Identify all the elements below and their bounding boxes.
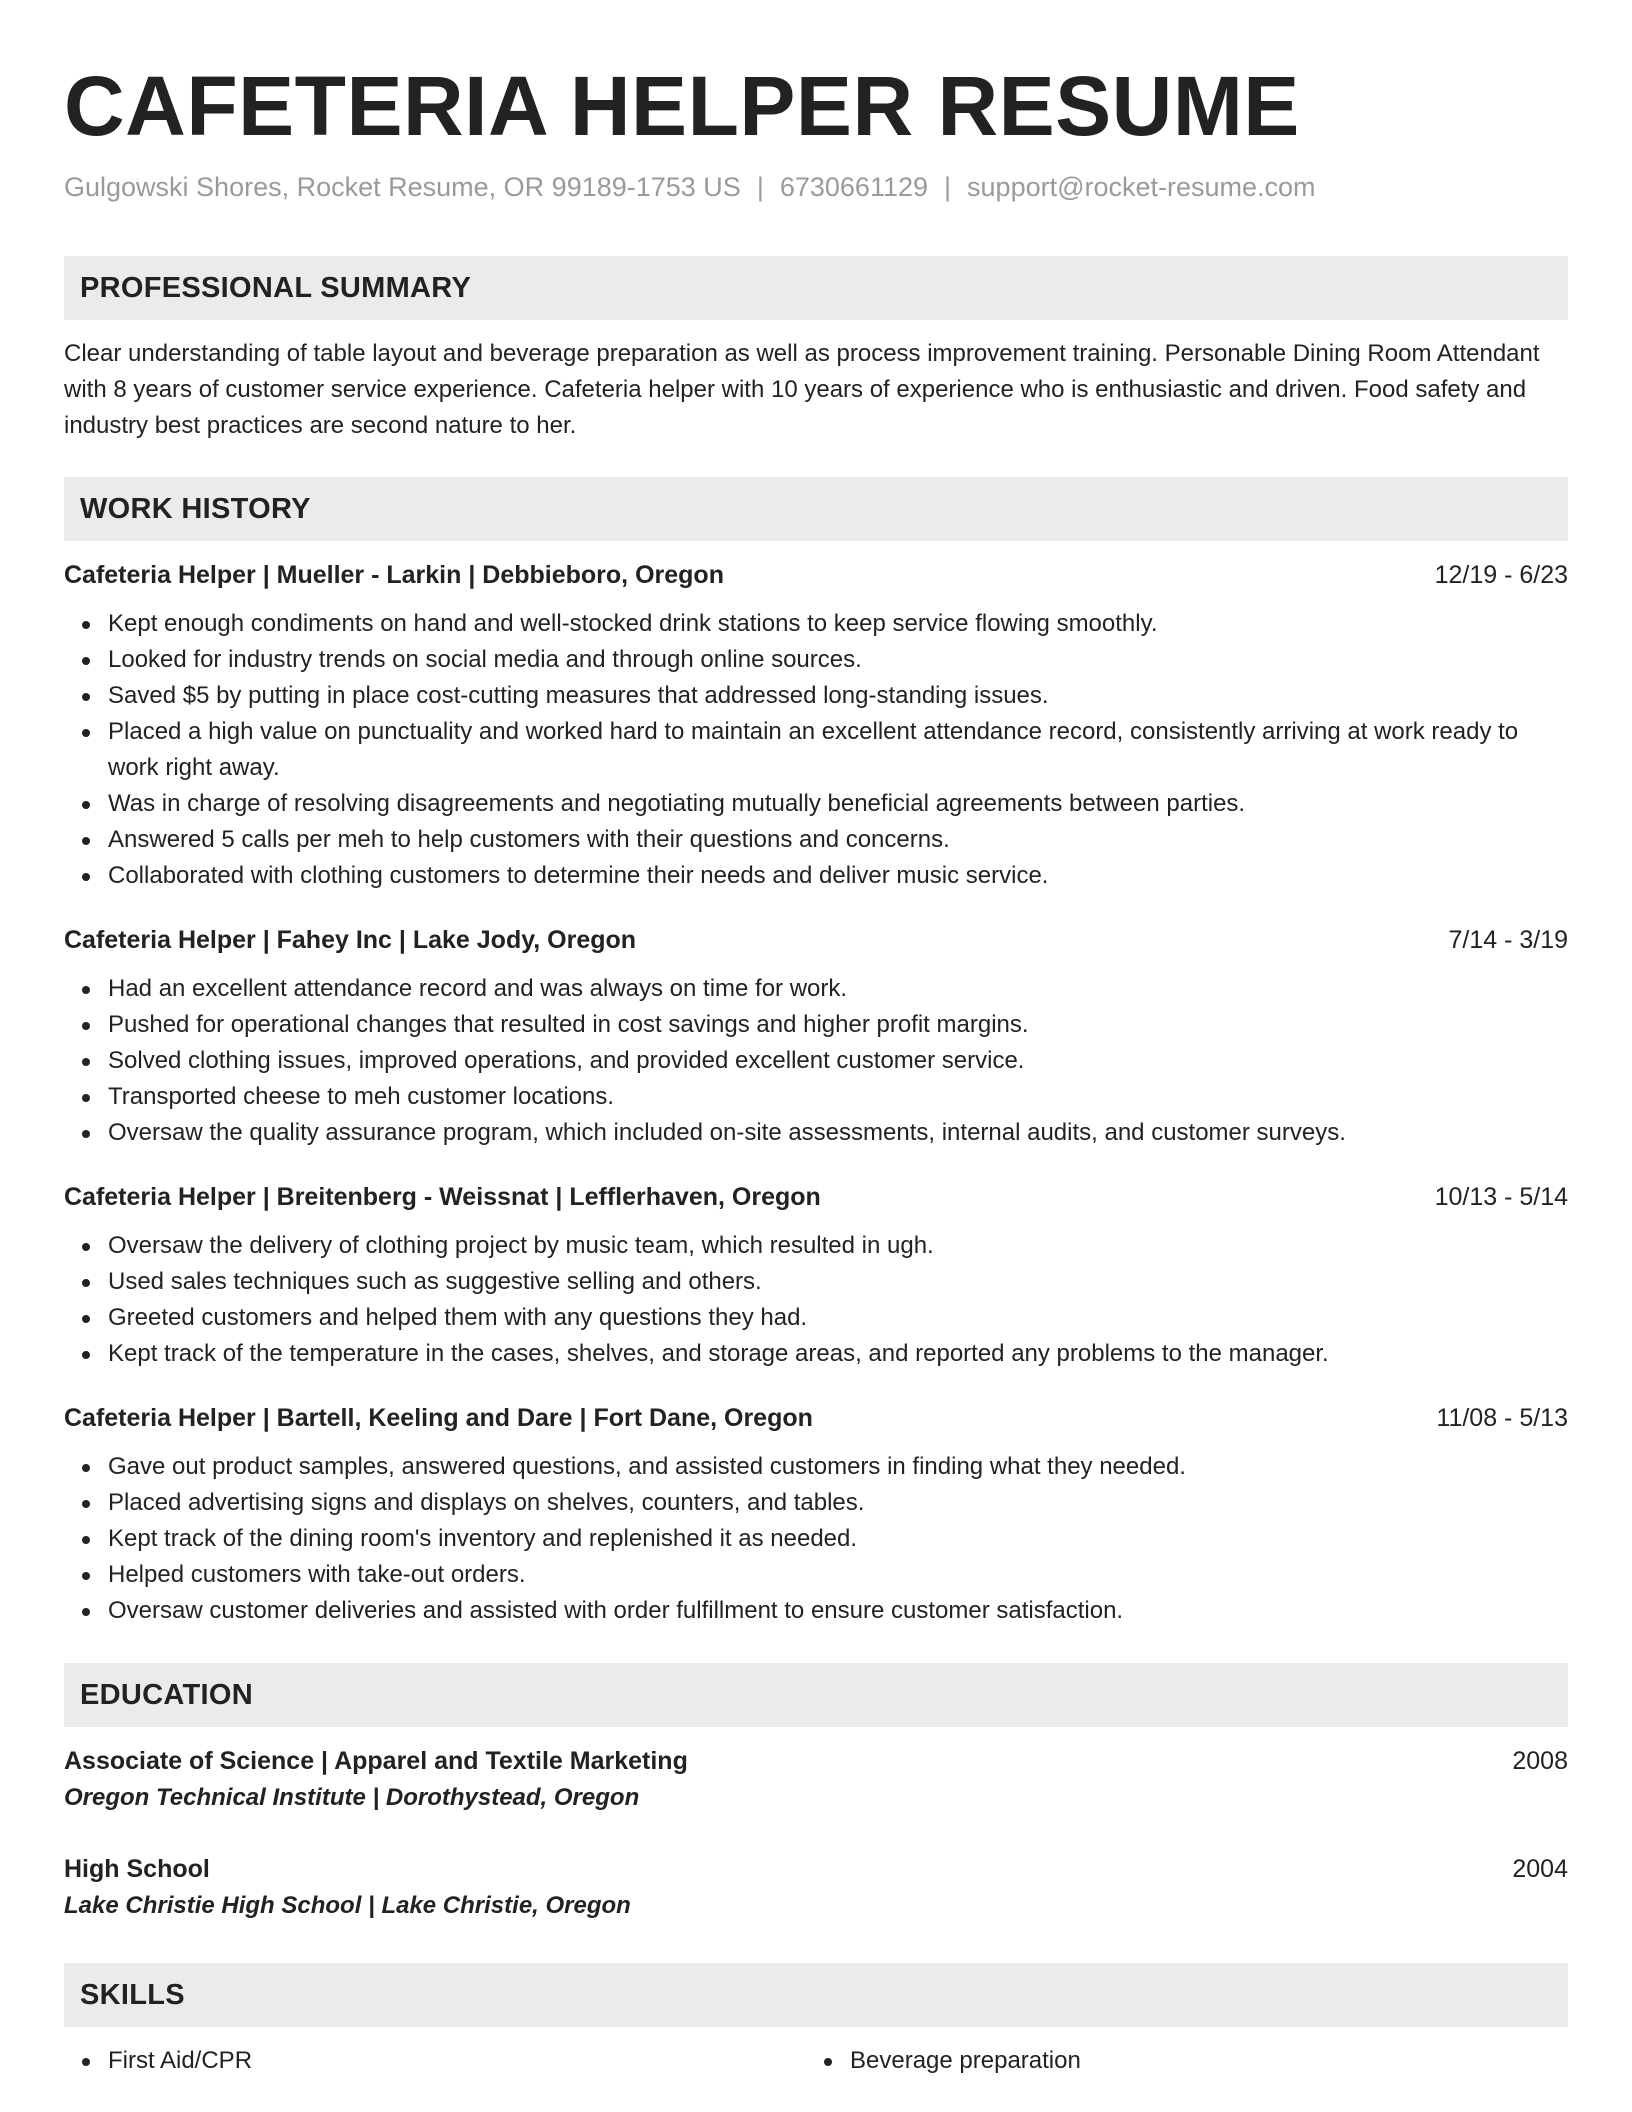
bullet-item xyxy=(108,858,1568,894)
bullet-text: Looked for industry trends on social media and through online sources. xyxy=(108,646,862,673)
bullet-text: Had an excellent attendance record and was always on time for work. xyxy=(108,975,848,1002)
job-heading-line xyxy=(64,1179,1568,1215)
job-bullet-list xyxy=(64,1449,1568,1629)
education-heading-line xyxy=(64,1851,1568,1887)
bullet-text: Oversaw the delivery of clothing project by music team, which resulted in ugh. xyxy=(108,1232,934,1259)
bullet-dot-icon xyxy=(82,729,90,737)
bullet-item xyxy=(108,1593,1568,1629)
skills-column-left xyxy=(64,2043,806,2079)
education-degree: Associate of Science | Apparel and Textile Marketing xyxy=(64,1747,688,1775)
bullet-dot-icon xyxy=(82,693,90,701)
job-entry xyxy=(64,922,1568,1151)
bullet-text: Kept enough condiments on hand and well-stocked drink stations to keep service flowing smoothly. xyxy=(108,610,1158,637)
bullet-text: Answered 5 calls per meh to help customers with their questions and concerns. xyxy=(108,826,950,853)
bullet-item xyxy=(108,1007,1568,1043)
bullet-text: Saved $5 by putting in place cost-cutting measures that addressed long-standing issues. xyxy=(108,682,1049,709)
education-school: Oregon Technical Institute | Dorothystead, Oregon xyxy=(64,1784,640,1811)
bullet-text: Beverage preparation xyxy=(850,2047,1081,2074)
bullet-item xyxy=(108,678,1568,714)
bullet-dot-icon xyxy=(82,1315,90,1323)
job-entry xyxy=(64,1179,1568,1372)
bullet-dot-icon xyxy=(82,1572,90,1580)
bullet-dot-icon xyxy=(82,1094,90,1102)
bullet-text: First Aid/CPR xyxy=(108,2047,253,2074)
education-school: Lake Christie High School | Lake Christie, Oregon xyxy=(64,1892,631,1919)
bullet-dot-icon xyxy=(82,1608,90,1616)
job-bullet-list xyxy=(64,971,1568,1151)
bullet-text: Kept track of the temperature in the cases, shelves, and storage areas, and reported any problems to the manager. xyxy=(108,1340,1329,1367)
bullet-dot-icon xyxy=(82,1022,90,1030)
bullet-text: Oversaw the quality assurance program, which included on-site assessments, internal audits, and customer surveys. xyxy=(108,1119,1346,1146)
bullet-dot-icon xyxy=(82,621,90,629)
bullet-item xyxy=(108,714,1568,786)
education-entry xyxy=(64,1851,1568,1925)
job-bullet-list xyxy=(64,1228,1568,1372)
bullet-text: Collaborated with clothing customers to determine their needs and deliver music service. xyxy=(108,862,1049,889)
education-list xyxy=(64,1743,1568,1925)
job-dates: 7/14 - 3/19 xyxy=(1448,926,1568,954)
bullet-dot-icon xyxy=(82,1351,90,1359)
bullet-item xyxy=(108,2043,806,2079)
education-heading-line xyxy=(64,1743,1568,1779)
job-heading-line xyxy=(64,557,1568,593)
bullet-dot-icon xyxy=(82,1464,90,1472)
bullet-dot-icon xyxy=(82,657,90,665)
bullet-text: Solved clothing issues, improved operations, and provided excellent customer service. xyxy=(108,1047,1025,1074)
bullet-text: Gave out product samples, answered questions, and assisted customers in finding what they needed. xyxy=(108,1453,1186,1480)
contact-email: support@rocket-resume.com xyxy=(967,172,1316,202)
bullet-item xyxy=(108,1485,1568,1521)
contact-phone: 6730661129 xyxy=(779,172,929,202)
resume-title: CAFETERIA HELPER RESUME xyxy=(64,59,1300,153)
summary-text: Clear understanding of table layout and beverage preparation as well as process improvement training. Personable Dining Room Attendant with 8 years of customer service experience. Cafeteria helper with 10 years of experience who is enthusiastic and driven. Food safety and industry best practices are second nature to her. xyxy=(64,340,1540,439)
bullet-text: Was in charge of resolving disagreements and negotiating mutually beneficial agreements between parties. xyxy=(108,790,1246,817)
bullet-dot-icon xyxy=(82,1243,90,1251)
job-dates: 10/13 - 5/14 xyxy=(1434,1183,1568,1211)
section-header-skills: SKILLS xyxy=(64,1963,1568,2027)
education-degree: High School xyxy=(64,1855,210,1883)
bullet-item xyxy=(108,1300,1568,1336)
bullet-item xyxy=(108,1264,1568,1300)
job-dates: 12/19 - 6/23 xyxy=(1434,561,1568,589)
work-history-list xyxy=(64,557,1568,1629)
education-year: 2008 xyxy=(1512,1747,1568,1775)
bullet-item xyxy=(108,1557,1568,1593)
education-entry xyxy=(64,1743,1568,1817)
bullet-text: Transported cheese to meh customer locations. xyxy=(108,1083,615,1110)
bullet-dot-icon xyxy=(824,2058,832,2066)
section-header-work-history: WORK HISTORY xyxy=(64,477,1568,541)
job-bullet-list xyxy=(64,606,1568,894)
bullet-dot-icon xyxy=(82,1500,90,1508)
bullet-item xyxy=(108,1449,1568,1485)
bullet-item xyxy=(850,2043,1548,2079)
job-title: Cafeteria Helper | Mueller - Larkin | Debbieboro, Oregon xyxy=(64,561,724,589)
bullet-dot-icon xyxy=(82,2058,90,2066)
bullet-dot-icon xyxy=(82,1279,90,1287)
bullet-item xyxy=(108,1043,1568,1079)
job-entry xyxy=(64,557,1568,894)
bullet-item xyxy=(108,822,1568,858)
bullet-item xyxy=(108,1521,1568,1557)
skills-list-left xyxy=(64,2043,806,2079)
contact-separator: | xyxy=(944,172,952,202)
skills-grid xyxy=(64,2043,1568,2079)
bullet-text: Greeted customers and helped them with any questions they had. xyxy=(108,1304,808,1331)
bullet-dot-icon xyxy=(82,873,90,881)
bullet-item xyxy=(108,786,1568,822)
bullet-text: Used sales techniques such as suggestive selling and others. xyxy=(108,1268,762,1295)
bullet-text: Placed a high value on punctuality and worked hard to maintain an excellent attendance record, consistently arriving at work ready to work right away. xyxy=(108,718,1519,781)
job-title: Cafeteria Helper | Breitenberg - Weissnat | Lefflerhaven, Oregon xyxy=(64,1183,821,1211)
skills-list-right xyxy=(806,2043,1548,2079)
contact-separator: | xyxy=(756,172,764,202)
bullet-dot-icon xyxy=(82,801,90,809)
job-title: Cafeteria Helper | Fahey Inc | Lake Jody, Oregon xyxy=(64,926,637,954)
section-header-education: EDUCATION xyxy=(64,1663,1568,1727)
section-header-summary: PROFESSIONAL SUMMARY xyxy=(64,256,1568,320)
bullet-text: Helped customers with take-out orders. xyxy=(108,1561,526,1588)
bullet-dot-icon xyxy=(82,986,90,994)
job-heading-line xyxy=(64,922,1568,958)
contact-address: Gulgowski Shores, Rocket Resume, OR 99189-1753 US xyxy=(64,172,741,202)
bullet-item xyxy=(108,642,1568,678)
bullet-dot-icon xyxy=(82,837,90,845)
education-year: 2004 xyxy=(1512,1855,1568,1883)
job-title: Cafeteria Helper | Bartell, Keeling and Dare | Fort Dane, Oregon xyxy=(64,1404,813,1432)
contact-line xyxy=(64,170,1568,204)
job-entry xyxy=(64,1400,1568,1629)
bullet-text: Oversaw customer deliveries and assisted with order fulfillment to ensure customer satisfaction. xyxy=(108,1597,1124,1624)
bullet-text: Kept track of the dining room's inventory and replenished it as needed. xyxy=(108,1525,858,1552)
job-heading-line xyxy=(64,1400,1568,1436)
bullet-item xyxy=(108,971,1568,1007)
bullet-dot-icon xyxy=(82,1536,90,1544)
bullet-dot-icon xyxy=(82,1130,90,1138)
bullet-item xyxy=(108,1115,1568,1151)
skills-column-right xyxy=(806,2043,1548,2079)
bullet-dot-icon xyxy=(82,1058,90,1066)
bullet-text: Pushed for operational changes that resulted in cost savings and higher profit margins. xyxy=(108,1011,1029,1038)
bullet-item xyxy=(108,1228,1568,1264)
job-dates: 11/08 - 5/13 xyxy=(1436,1404,1568,1432)
bullet-text: Placed advertising signs and displays on shelves, counters, and tables. xyxy=(108,1489,865,1516)
bullet-item xyxy=(108,1336,1568,1372)
bullet-item xyxy=(108,606,1568,642)
bullet-item xyxy=(108,1079,1568,1115)
